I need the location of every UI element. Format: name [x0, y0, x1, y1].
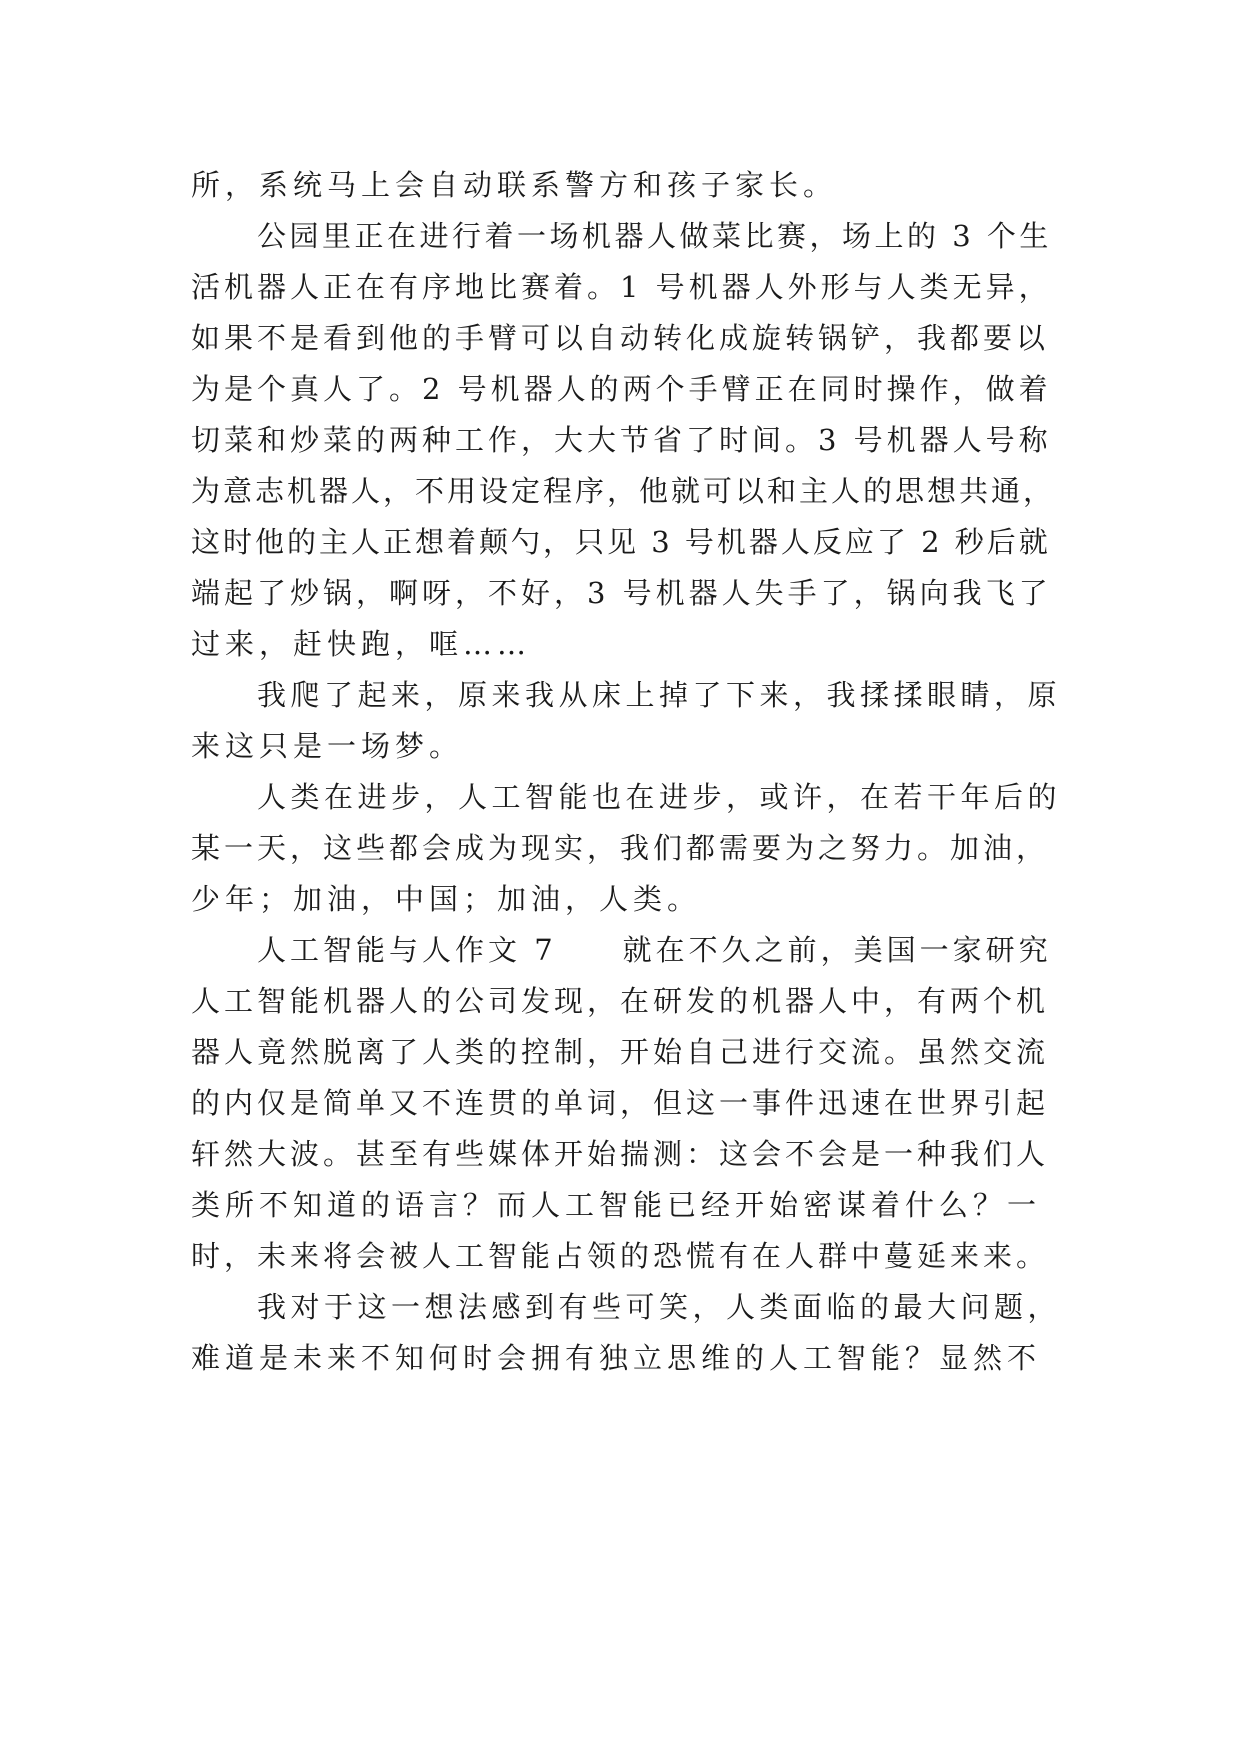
text-line: 来这只是一场梦。 [191, 729, 464, 763]
text-line: 我对于这一想法感到有些可笑，人类面临的最大问题， [257, 1290, 1062, 1324]
text-line: 为意志机器人，不用设定程序，他就可以和主人的思想共通， [191, 474, 1056, 508]
text-line: 所，系统马上会自动联系警方和孩子家长。 [191, 168, 838, 202]
text-line: 活机器人正在有序地比赛着。1 号机器人外形与人类无异， [191, 270, 1052, 304]
text-line: 的内仅是简单又不连贯的单词，但这一事件迅速在世界引起 [191, 1086, 1050, 1120]
text-line: 端起了炒锅，啊呀，不好，3 号机器人失手了，锅向我飞了 [191, 576, 1052, 610]
text-line: 时，未来将会被人工智能占领的恐慌有在人群中蔓延来来。 [191, 1239, 1050, 1273]
text-line: 人类在进步，人工智能也在进步，或许，在若干年后的 [257, 780, 1062, 814]
text-line: 轩然大波。甚至有些媒体开始揣测：这会不会是一种我们人 [191, 1137, 1050, 1171]
text-line: 某一天，这些都会成为现实，我们都需要为之努力。加油， [191, 831, 1050, 865]
text-line: 如果不是看到他的手臂可以自动转化成旋转锅铲，我都要以 [191, 321, 1050, 355]
text-line: 类所不知道的语言？而人工智能已经开始密谋着什么？一 [191, 1188, 1042, 1222]
text-line: 为是个真人了。2 号机器人的两个手臂正在同时操作，做着 [191, 372, 1052, 406]
document-body [191, 160, 1062, 1384]
text-line: 难道是未来不知何时会拥有独立思维的人工智能？显然不 [191, 1341, 1042, 1375]
text-line: 少年；加油，中国；加油，人类。 [191, 882, 702, 916]
text-line: 人工智能与人作文 7 就在不久之前，美国一家研究 [257, 933, 1052, 967]
text-line: 器人竟然脱离了人类的控制，开始自己进行交流。虽然交流 [191, 1035, 1050, 1069]
text-line: 人工智能机器人的公司发现，在研发的机器人中，有两个机 [191, 984, 1050, 1018]
text-line: 过来，赶快跑，哐…… [191, 627, 532, 661]
text-line: 切菜和炒菜的两种工作，大大节省了时间。3 号机器人号称 [191, 423, 1052, 457]
text-line: 我爬了起来，原来我从床上掉了下来，我揉揉眼睛，原 [257, 678, 1062, 712]
text-line: 公园里正在进行着一场机器人做菜比赛，场上的 3 个生 [257, 219, 1052, 253]
text-line: 这时他的主人正想着颠勺，只见 3 号机器人反应了 2 秒后就 [191, 525, 1051, 559]
